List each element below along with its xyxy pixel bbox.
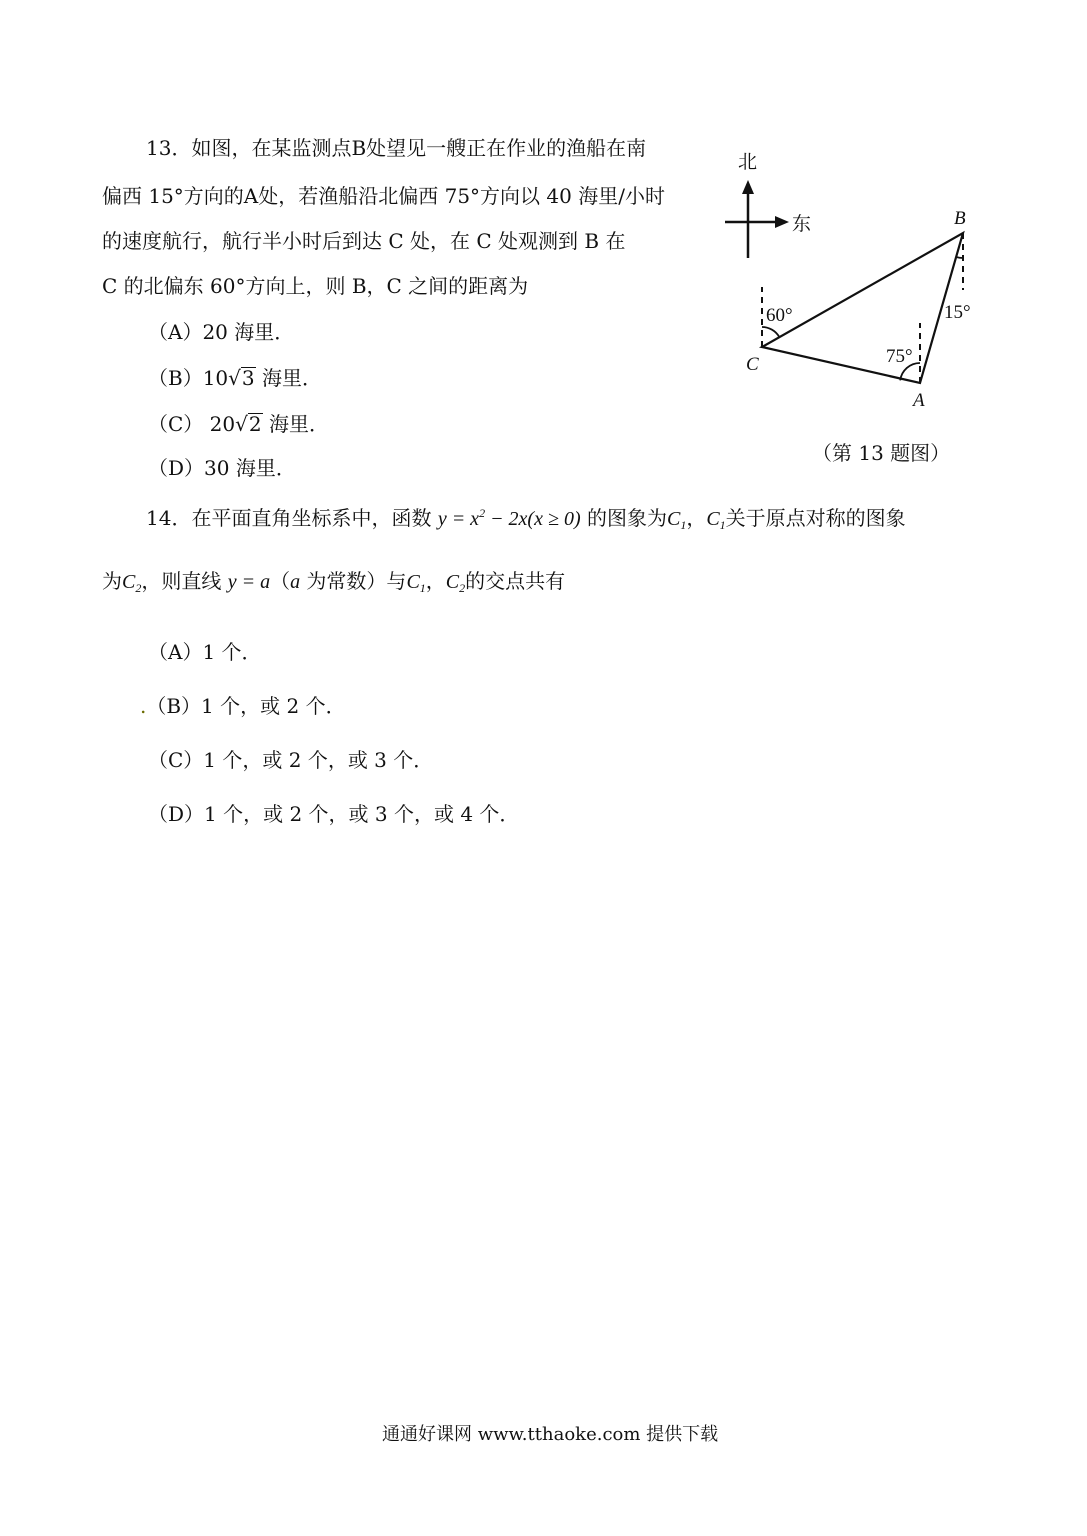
q13-line-4: C 的北偏东 60°方向上，则 B，C 之间的距离为 (102, 274, 529, 298)
q13-option-c-prefix: （C） 20 (148, 412, 236, 436)
q14-line-2 (102, 571, 565, 594)
angle-arc-c (762, 327, 779, 337)
c1-symbol: $C_1$ (406, 571, 426, 595)
q13-line-2: 偏西 15°方向的A处，若渔船沿北偏西 75°方向以 40 海里/小时 (102, 184, 665, 208)
sqrt-icon: √ (235, 412, 248, 436)
q13-option-c-suffix: 海里． (262, 412, 329, 436)
q14-line-1 (146, 507, 906, 531)
q14-line-1-text-b: 的图象为 (580, 506, 667, 530)
function-formula: $y = x^2 - 2x(x \ge 0)$ (437, 506, 581, 530)
q14-line-2-text-a: 为 (102, 569, 122, 593)
q13-option-b-suffix: 海里． (255, 366, 322, 390)
q13-option-a: （A）20 海里． (148, 320, 295, 344)
c1-symbol: $C_1$ (706, 508, 726, 532)
q13-option-c (148, 413, 329, 435)
q14-line-2-text-b: ，则直线 (141, 569, 228, 593)
q14-line-1-text-d: 关于原点对称的图象 (725, 506, 906, 530)
q13-line-1: 13．如图，在某监测点B处望见一艘正在作业的渔船在南 (146, 136, 647, 160)
point-label-c: C (746, 354, 759, 375)
q13-option-b (148, 367, 322, 389)
stray-dot: . (140, 694, 147, 718)
q14-line-2-text-d: 为常数）与 (300, 569, 407, 593)
angle-label-a: 75° (886, 346, 913, 367)
q13-option-b-radicand: 3 (241, 366, 255, 390)
q13-line-3: 的速度航行，航行半小时后到达 C 处，在 C 处观测到 B 在 (102, 229, 626, 253)
angle-label-c: 60° (766, 305, 793, 326)
q13-option-c-radicand: 2 (248, 412, 262, 436)
q14-line-2-text-e: ， (425, 569, 446, 593)
c2-symbol: $C_2$ (445, 571, 466, 595)
q14-option-a: （A）1 个． (148, 640, 262, 664)
north-label: 北 (738, 152, 758, 173)
c1-symbol: $C_1$ (666, 508, 687, 532)
q14-line-1-text-a: 14．在平面直角坐标系中，函数 (146, 506, 438, 530)
a-symbol: a (290, 571, 301, 593)
north-arrow-head (742, 180, 754, 194)
q14-option-b (140, 696, 346, 716)
sqrt-icon: √ (228, 366, 241, 390)
q14-option-b-text: （B）1 个，或 2 个． (146, 694, 346, 718)
q13-option-b-prefix: （B）10 (148, 366, 229, 390)
q14-line-2-text-c: （ (270, 569, 291, 593)
line-formula: y = a (227, 571, 271, 593)
c2-symbol: $C_2$ (122, 571, 142, 595)
q13-option-d: （D）30 海里． (148, 456, 296, 480)
q14-option-c: （C）1 个，或 2 个，或 3 个． (148, 748, 434, 772)
q13-figure (700, 140, 1000, 430)
q14-option-d: （D）1 个，或 2 个，或 3 个，或 4 个． (148, 802, 520, 826)
angle-label-b: 15° (944, 302, 971, 323)
page-footer: 通通好课网 www.tthaoke.com 提供下载 (382, 1424, 719, 1445)
east-label: 东 (792, 214, 812, 235)
east-arrow-head (775, 216, 789, 228)
figure-caption: （第 13 题图） (812, 441, 951, 465)
angle-arc-b (956, 257, 963, 258)
point-label-b: B (954, 208, 966, 229)
q14-line-2-text-f: 的交点共有 (465, 569, 566, 593)
q14-line-1-text-c: ， (686, 506, 707, 530)
point-label-a: A (913, 390, 925, 411)
